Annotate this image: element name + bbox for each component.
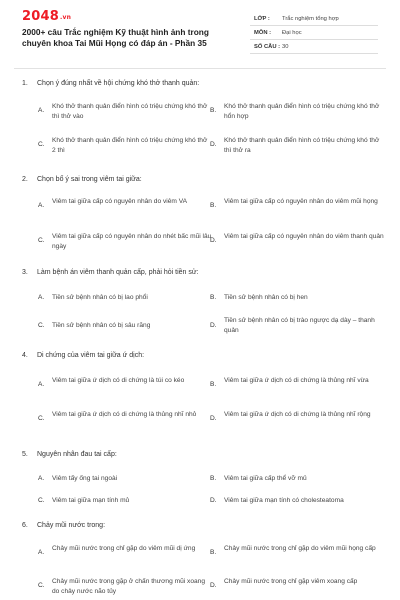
- question-text: Chọn bổ ý sai trong viêm tai giữa:: [37, 176, 142, 183]
- meta-label: MÔN :: [254, 30, 272, 36]
- question-stem: [22, 269, 199, 276]
- question-text: Di chứng của viêm tai giữa ứ dịch:: [37, 352, 145, 359]
- meta-class-row: [250, 12, 378, 26]
- question-number: 1.: [22, 80, 28, 87]
- question-number: 3.: [22, 269, 28, 276]
- question-stem: [22, 176, 142, 183]
- page-header: [0, 0, 400, 66]
- meta-label: SỐ CÂU :: [254, 44, 281, 50]
- question-number: 2.: [22, 176, 28, 183]
- logo-domain: .vn: [59, 14, 72, 21]
- meta-value: 30: [282, 44, 289, 50]
- question-number: 6.: [22, 522, 28, 529]
- document-meta: [250, 12, 378, 54]
- question-text: Chảy mũi nước trong:: [37, 522, 106, 529]
- question-stem: [22, 522, 105, 529]
- logo-number: 2048: [22, 9, 59, 24]
- question-text: Nguyên nhân đau tai cấp:: [37, 451, 117, 458]
- question-number: 5.: [22, 451, 28, 458]
- question-stem: [22, 352, 144, 359]
- question-number: 4.: [22, 352, 28, 359]
- meta-count-row: [250, 40, 378, 54]
- question-text: Chọn ý đúng nhất về hội chứng khó thở thanh quản:: [37, 80, 200, 87]
- question-text: Làm bệnh án viêm thanh quản cấp, phải hỏi tiền sử:: [37, 269, 199, 276]
- question-stem: [22, 80, 199, 87]
- meta-label: LỚP :: [254, 16, 270, 22]
- site-logo[interactable]: [22, 9, 71, 24]
- meta-value: Trắc nghiệm tổng hợp: [282, 16, 339, 22]
- header-divider: [14, 68, 386, 69]
- meta-subject-row: [250, 26, 378, 40]
- question-stem: [22, 451, 117, 458]
- meta-value: Đại học: [282, 30, 302, 36]
- document-title: 2000+ câu Trắc nghiệm Kỹ thuật hình ảnh trong chuyên khoa Tai Mũi Họng có đáp án - Phần 35: [22, 27, 209, 48]
